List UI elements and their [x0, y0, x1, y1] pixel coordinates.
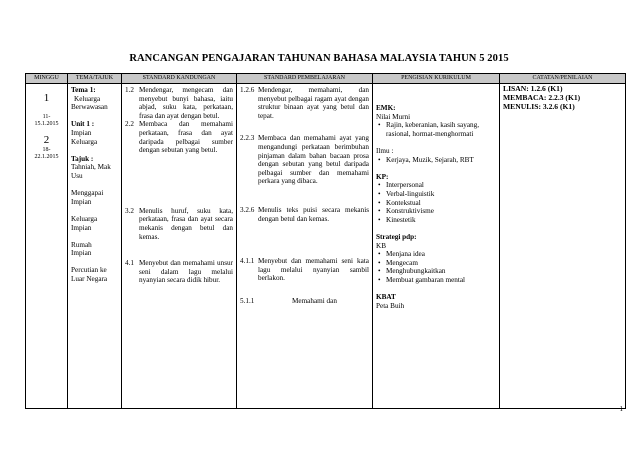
sk-item [125, 86, 233, 120]
sk-text: Menyebut dan memahami unsur seni dalam lagu melalui nyanyian secara didik hibur. [139, 259, 233, 285]
list-item: • Interpersonal [386, 181, 496, 190]
sk-text: Membaca dan memahami perkataan, frasa dan ayat daripada pelbagai sumber dengan sebutan yang betul. [139, 120, 233, 155]
header-minggu: MINGGU [26, 74, 68, 84]
week-number: 2 [43, 134, 50, 146]
list-item: • Mengecam [386, 259, 496, 268]
tajuk-text: Rumah [71, 240, 92, 249]
kbat-text: Peta Buih [376, 301, 405, 310]
sp-number: 2.2.3 [240, 134, 255, 143]
plan-table [25, 73, 626, 409]
tajuk-text: Impian [71, 223, 92, 232]
penilaian-line: LISAN: 1.2.6 (K1) [503, 84, 563, 93]
sk-number: 2.2 [125, 120, 134, 129]
week-date: 15.1.2015 [34, 121, 59, 127]
list-item: • Kontekstual [386, 199, 496, 208]
sk-text: Mendengar, mengecam dan menyebut bunyi bahasa, iaitu abjad, suku kata, perkataan, frasa dan ayat dengan betul. [139, 86, 233, 120]
list-item: • Rajin, keberanian, kasih sayang, rasional, hormat-menghormati [386, 121, 496, 138]
sp-text: Mendengar, memahami, dan menyebut pelbagai ragam ayat dengan struktur binaan ayat yang betul dan tepat. [258, 86, 369, 120]
nilai-label: Nilai Murni [376, 112, 411, 121]
penilaian-line: MENULIS: 3.2.6 (K1) [503, 102, 575, 111]
sp-number: 1.2.6 [240, 86, 255, 94]
kp-label: KP: [376, 172, 389, 181]
sk-item [125, 120, 233, 154]
table-row [26, 84, 626, 409]
header-pengisian-kurikulum: PENGISIAN KURIKULUM [373, 74, 500, 84]
sp-text: Menulis teks puisi secara mekanis dengan betul dan kemas. [258, 205, 369, 223]
list-item: • Membuat gambaran mental [386, 276, 496, 285]
list-item: • Menghubungkaitkan [386, 267, 496, 276]
tajuk-text: Menggapai [71, 189, 104, 198]
list-item: • Kerjaya, Muzik, Sejarah, RBT [386, 156, 496, 165]
ilmu-list [376, 156, 496, 165]
sp-number: 4.1.1 [240, 257, 255, 266]
cell-standard-pembelajaran [237, 84, 373, 409]
cell-pengisian-kurikulum [373, 84, 500, 409]
sp-item [240, 134, 369, 186]
unit-text: Keluarga [71, 137, 98, 146]
tajuk-text: Tahniah, Mak [71, 163, 111, 172]
list-item: • Kinestetik [386, 216, 496, 225]
page-title: RANCANGAN PENGAJARAN TAHUNAN BAHASA MALAYSIA TAHUN 5 2015 [129, 53, 509, 64]
header-tema: TEMA/TAJUK [68, 74, 122, 84]
unit-label: Unit 1 : [71, 120, 95, 129]
kb-label: KB [376, 241, 386, 250]
sk-item [125, 207, 233, 241]
header-standard-kandungan: STANDARD KANDUNGAN [122, 74, 237, 84]
kb-list [376, 250, 496, 284]
tajuk-text: Luar Negara [71, 275, 108, 284]
sk-item [125, 259, 233, 285]
sp-item [240, 86, 369, 120]
header-standard-pembelajaran: STANDARD PEMBELAJARAN [237, 74, 373, 84]
sk-number: 4.1 [125, 259, 134, 268]
tajuk-text: Percutian ke [71, 266, 107, 275]
sp-item [240, 257, 369, 283]
week-date: 18- [42, 147, 51, 153]
unit-text: Impian [71, 128, 92, 137]
cell-minggu [26, 84, 68, 409]
sp-text: Menyebut dan memahami seni kata lagu melalui nyanyian sambil berlakon. [258, 257, 369, 283]
tema-text: Berwawasan [71, 103, 108, 112]
week-date: 11- [42, 114, 51, 120]
tajuk-text: Impian [71, 249, 92, 258]
strategi-label: Strategi pdp: [376, 232, 417, 241]
tema-text: Keluarga [74, 94, 101, 103]
list-item: • Verbal-linguistik [386, 190, 496, 199]
kp-list [376, 181, 496, 224]
sp-text: Membaca dan memahami ayat yang mengandungi perkataan berimbuhan pinjaman dalam bahan bacaan prosa dengan sebutan yang betul daripada pelbagai sumber dan memahami perkara yang dibaca. [258, 134, 369, 186]
tajuk-text: Keluarga [71, 214, 98, 223]
list-item: • Konstruktivisme [386, 207, 496, 216]
ilmu-label: Ilmu : [376, 146, 394, 155]
kbat-label: KBAT [376, 293, 396, 302]
table-header-row [26, 74, 626, 84]
sp-number: 5.1.1 [240, 296, 255, 305]
tema-label: Tema 1: [71, 86, 96, 94]
emk-label: EMK: [376, 104, 396, 112]
penilaian-line: MEMBACA: 2.2.3 (K1) [503, 93, 581, 102]
sk-text: Menulis huruf, suku kata, perkataan, frasa dan ayat secara mekanis dengan betul dan kemas. [139, 206, 233, 241]
tajuk-text: Impian [71, 197, 92, 206]
sk-number: 1.2 [125, 86, 134, 94]
cell-catatan [500, 84, 626, 409]
sp-item [240, 206, 369, 223]
week-number: 1 [43, 92, 50, 104]
sp-text: Memahami dan [292, 296, 337, 305]
cell-standard-kandungan [122, 84, 237, 409]
tajuk-text: Usu [71, 171, 83, 180]
sk-number: 3.2 [125, 206, 134, 215]
tajuk-label: Tajuk : [71, 154, 94, 163]
sp-number: 3.2.6 [240, 205, 255, 214]
sp-item [240, 297, 369, 306]
cell-tema [68, 84, 122, 409]
page-number: 1 [619, 405, 623, 413]
header-catatan: CATATAN/PENILAIAN [500, 74, 626, 84]
nilai-list [376, 121, 496, 138]
week-date: 22.1.2015 [34, 154, 59, 160]
list-item: • Menjana idea [386, 250, 496, 259]
